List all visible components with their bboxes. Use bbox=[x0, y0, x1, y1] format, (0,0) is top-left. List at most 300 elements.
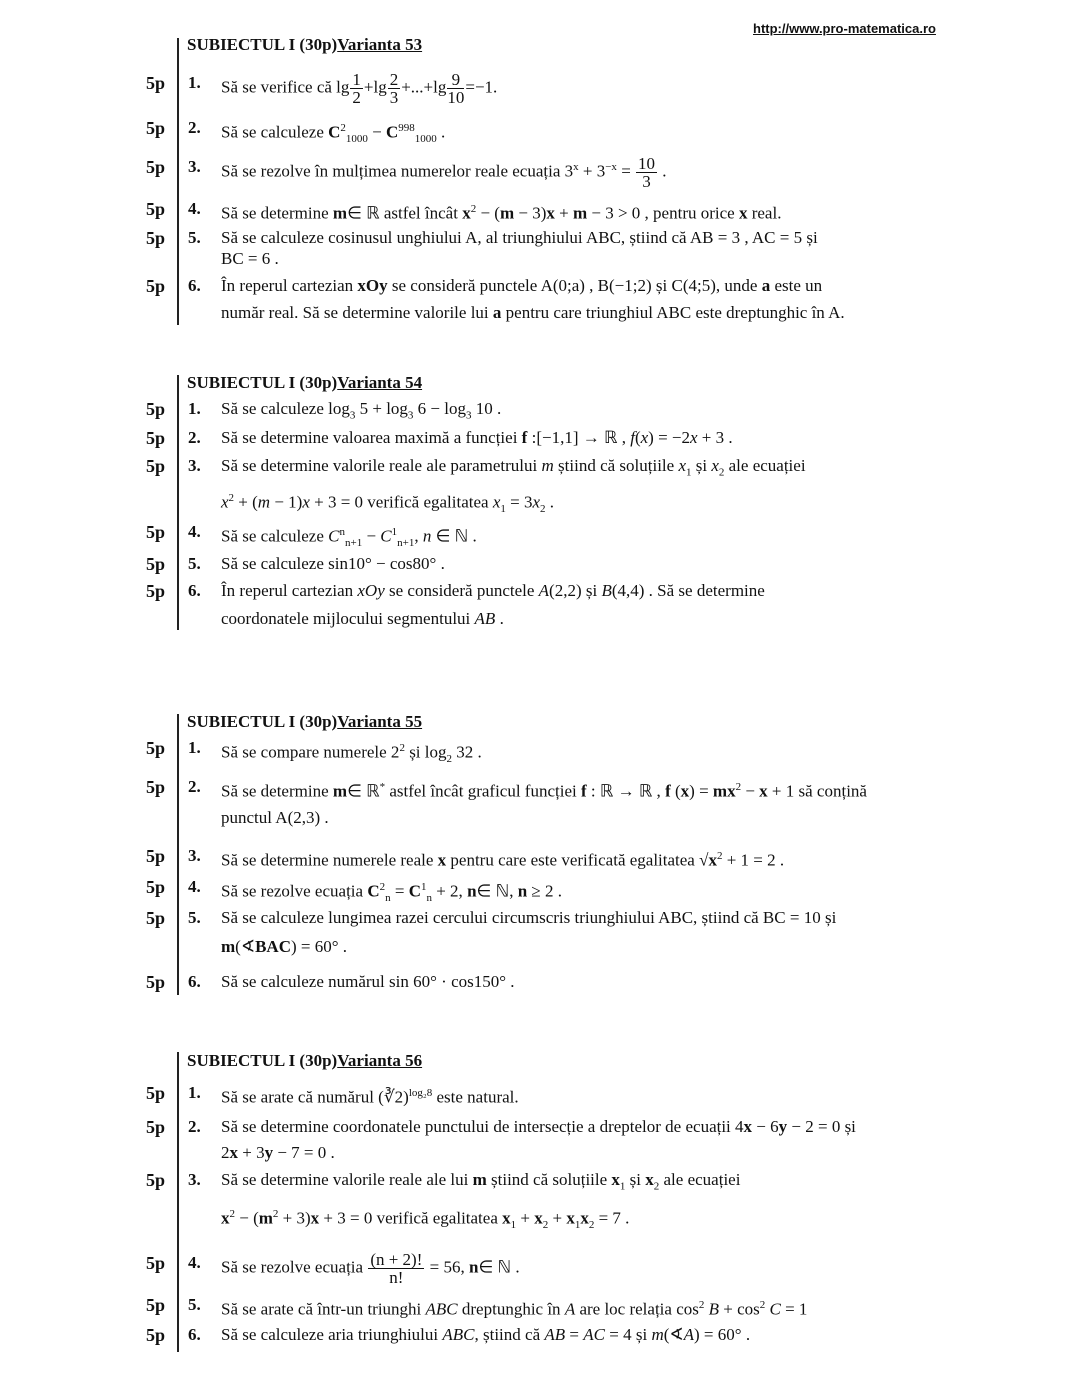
text-segment: Să se calculeze aria triunghiului bbox=[221, 1325, 443, 1344]
variant-label: Varianta 53 bbox=[337, 35, 423, 54]
text-segment: Să se verifice că lg bbox=[221, 77, 350, 97]
text-segment: . bbox=[495, 609, 504, 628]
section-title: SUBIECTUL I (30p) bbox=[187, 35, 338, 54]
bold-symbol: m bbox=[572, 203, 588, 223]
superscript: −x bbox=[605, 161, 617, 173]
bold-symbol: x bbox=[566, 1208, 575, 1228]
superscript: 2 bbox=[399, 742, 405, 754]
text-segment: Să se calculeze log bbox=[221, 399, 350, 418]
bold-symbol: n bbox=[468, 1257, 479, 1277]
text-segment: Să se determine bbox=[221, 203, 333, 223]
problem-number: 1. bbox=[188, 399, 201, 418]
section-title: SUBIECTUL I (30p) bbox=[187, 1051, 338, 1070]
bold-symbol: m bbox=[472, 1170, 487, 1189]
text-segment: − 7 = 0 . bbox=[273, 1143, 335, 1162]
italic-symbol: f bbox=[630, 428, 635, 447]
bold-symbol: f bbox=[665, 781, 671, 801]
bold-symbol: m bbox=[332, 781, 348, 801]
text-segment: + 3 = 0 verifică egalitatea bbox=[309, 492, 493, 512]
problem-text bbox=[221, 970, 515, 994]
problem-number: 4. bbox=[188, 199, 201, 218]
italic-symbol: C bbox=[769, 1299, 781, 1319]
section-title: SUBIECTUL I (30p) bbox=[187, 712, 338, 731]
italic-symbol: m bbox=[257, 492, 271, 512]
text-segment: = 3 bbox=[505, 492, 533, 512]
italic-symbol: ABC bbox=[442, 1325, 475, 1344]
text-segment: ≥ 2 . bbox=[527, 881, 563, 901]
text-segment: + 3 bbox=[578, 161, 606, 181]
section-heading bbox=[187, 1051, 422, 1071]
italic-symbol: AC bbox=[583, 1325, 605, 1344]
section-heading bbox=[187, 373, 422, 393]
text-segment: Să se determine coordonatele punctului de intersecție a dreptelor de ecuații 4 bbox=[221, 1117, 744, 1136]
problem-text bbox=[221, 1202, 629, 1237]
italic-symbol: x bbox=[640, 428, 649, 447]
text-segment: 6 − log bbox=[413, 399, 466, 418]
problem-number: 2. bbox=[188, 777, 201, 796]
text-segment: ) = −2 bbox=[648, 428, 690, 447]
italic-symbol: n bbox=[422, 526, 432, 546]
italic-symbol: x bbox=[302, 492, 310, 512]
fraction bbox=[368, 1251, 424, 1286]
fraction-denominator: 10 bbox=[447, 88, 465, 107]
text-segment: 10 . bbox=[471, 399, 502, 418]
text-segment: − bbox=[362, 526, 381, 546]
text-segment: + 3 bbox=[238, 1143, 265, 1162]
text-segment: și bbox=[691, 456, 712, 475]
italic-symbol: AB bbox=[544, 1325, 566, 1344]
text-segment: :[−1,1] → ℝ , bbox=[527, 428, 631, 447]
text-segment: − 2 = 0 și bbox=[787, 1117, 856, 1136]
fraction bbox=[636, 155, 657, 190]
variant-label: Varianta 56 bbox=[337, 1051, 423, 1070]
superscript: x bbox=[573, 161, 579, 173]
problem-text bbox=[221, 1115, 856, 1139]
text-segment: = 7 . bbox=[594, 1208, 630, 1228]
text-segment: = bbox=[616, 161, 636, 181]
subscript: 2 bbox=[446, 753, 452, 766]
bold-symbol: x bbox=[221, 1208, 230, 1228]
bold-symbol: xOy bbox=[357, 276, 388, 295]
text-segment: și log bbox=[404, 742, 447, 762]
italic-symbol: AB bbox=[474, 609, 496, 628]
italic-symbol: x bbox=[711, 456, 719, 475]
points-label: 5p bbox=[146, 118, 166, 138]
text-segment: ( bbox=[670, 781, 681, 801]
text-segment: pentru care triunghiul ABC este dreptunghic în A. bbox=[501, 303, 845, 322]
text-segment: este un bbox=[770, 276, 823, 295]
points-label: 5p bbox=[146, 399, 166, 419]
text-segment: + 1 să conțină bbox=[767, 781, 867, 801]
text-segment: Să se determine valoarea maximă a funcției bbox=[221, 428, 522, 447]
text-segment: ∈ ℕ . bbox=[431, 526, 477, 546]
section-divider-line bbox=[177, 375, 179, 630]
fraction-denominator: 2 bbox=[352, 88, 361, 107]
text-segment: ) = bbox=[689, 781, 713, 801]
points-label: 5p bbox=[146, 456, 166, 476]
bold-symbol: m bbox=[499, 203, 515, 223]
text-segment: + bbox=[548, 1208, 567, 1228]
problem-text bbox=[221, 454, 806, 484]
text-segment: În reperul cartezian bbox=[221, 581, 358, 600]
bold-symbol: x bbox=[580, 1208, 589, 1228]
fraction bbox=[447, 71, 464, 106]
points-label: 5p bbox=[146, 157, 166, 177]
bold-symbol: C bbox=[367, 881, 380, 901]
bold-symbol: x bbox=[738, 203, 748, 223]
text-segment: + 3 . bbox=[697, 428, 733, 447]
text-segment: Să se calculeze numărul sin 60° · cos150° . bbox=[221, 972, 515, 991]
problem-text bbox=[221, 1168, 740, 1198]
text-segment: ∈ ℝ astfel încât bbox=[347, 203, 463, 223]
text-segment: ∈ ℕ . bbox=[478, 1257, 520, 1277]
text-segment: . bbox=[545, 492, 555, 512]
bold-symbol: C bbox=[408, 881, 421, 901]
text-segment: știind că soluțiile bbox=[553, 456, 679, 475]
text-segment: = 1 bbox=[780, 1299, 808, 1319]
bold-symbol: a bbox=[761, 276, 771, 295]
problem-text bbox=[221, 844, 784, 873]
superscript: 998 bbox=[398, 122, 415, 134]
text-segment: BC = 6 . bbox=[221, 249, 279, 268]
problem-number: 5. bbox=[188, 908, 201, 927]
superscript: 2 bbox=[379, 881, 386, 893]
bold-symbol: f bbox=[521, 428, 528, 447]
subscript: 1000 bbox=[414, 133, 437, 146]
points-label: 5p bbox=[146, 1325, 166, 1345]
points-label: 5p bbox=[146, 1253, 166, 1273]
text-segment: pentru care este verificată egalitatea √ bbox=[446, 850, 709, 870]
italic-symbol: m bbox=[541, 456, 554, 475]
problem-number: 6. bbox=[188, 1325, 201, 1344]
problem-number: 1. bbox=[188, 73, 201, 92]
text-segment: ( bbox=[634, 428, 641, 447]
fraction-denominator: n! bbox=[389, 1268, 404, 1287]
problem-number: 1. bbox=[188, 1083, 201, 1102]
section-title: SUBIECTUL I (30p) bbox=[187, 373, 338, 392]
subscript: 3 bbox=[465, 409, 472, 422]
text-segment: 32 . bbox=[452, 742, 482, 762]
bold-symbol: x bbox=[437, 850, 447, 870]
text-segment: ) = 60° . bbox=[694, 1325, 751, 1344]
text-segment: , bbox=[414, 526, 423, 546]
problem-text bbox=[221, 806, 329, 830]
text-segment: ) = 60° . bbox=[290, 937, 348, 956]
problem-number: 2. bbox=[188, 1117, 201, 1136]
superscript: 2 bbox=[735, 781, 742, 793]
bold-symbol: x bbox=[546, 203, 555, 223]
subscript: 2 bbox=[540, 503, 546, 516]
bold-symbol: m bbox=[332, 203, 348, 223]
bold-symbol: x bbox=[310, 1208, 320, 1228]
italic-symbol: x bbox=[492, 492, 501, 512]
text-segment: Să se calculeze bbox=[221, 122, 329, 142]
text-segment: +...+lg bbox=[401, 77, 447, 97]
problem-number: 5. bbox=[188, 1295, 201, 1314]
text-segment: (4,4) . Să se determine bbox=[611, 581, 765, 600]
subscript: n+1 bbox=[397, 537, 415, 550]
bold-symbol: x bbox=[645, 1170, 654, 1189]
subscript: 1 bbox=[500, 503, 506, 516]
bold-symbol: n bbox=[467, 881, 477, 901]
fraction-denominator: 3 bbox=[642, 172, 651, 192]
subscript: n+1 bbox=[344, 537, 363, 550]
text-segment: punctul A(2,3) . bbox=[221, 808, 329, 827]
subscript: 2 bbox=[718, 466, 725, 479]
bold-symbol: x bbox=[611, 1170, 620, 1189]
problem-text bbox=[221, 1323, 750, 1347]
text-segment: Să se determine numerele reale bbox=[221, 850, 438, 870]
problem-number: 2. bbox=[188, 118, 201, 137]
text-segment: − ( bbox=[476, 203, 500, 223]
problem-number: 6. bbox=[188, 276, 201, 295]
text-segment: Să se calculeze sin10° − cos80° . bbox=[221, 554, 445, 573]
problem-number: 6. bbox=[188, 581, 201, 600]
text-segment: + bbox=[516, 1208, 535, 1228]
bold-symbol: mx bbox=[712, 781, 736, 801]
problem-number: 1. bbox=[188, 738, 201, 757]
text-segment: se consideră punctele A(0;a) , B(−1;2) și C(4;5), unde bbox=[387, 276, 762, 295]
points-label: 5p bbox=[146, 908, 166, 928]
fraction bbox=[350, 71, 363, 106]
bold-symbol: x bbox=[759, 781, 768, 801]
text-segment: − 1) bbox=[270, 492, 303, 512]
problem-text bbox=[221, 486, 554, 521]
superscript: 2 bbox=[272, 1208, 279, 1220]
points-label: 5p bbox=[146, 199, 166, 219]
text-segment: = bbox=[390, 881, 409, 901]
problem-number: 3. bbox=[188, 846, 201, 865]
section-heading bbox=[187, 35, 422, 55]
text-segment: + 3) bbox=[278, 1208, 311, 1228]
problem-text bbox=[221, 552, 445, 576]
fraction-denominator: 3 bbox=[389, 88, 399, 107]
subscript: 1 bbox=[574, 1219, 581, 1232]
text-segment: Să se calculeze bbox=[221, 526, 329, 546]
problem-text bbox=[221, 1081, 519, 1110]
bold-symbol: n bbox=[517, 881, 528, 901]
text-segment: ∈ ℝ bbox=[347, 781, 380, 801]
points-label: 5p bbox=[146, 1083, 166, 1103]
text-segment: Să se determine valorile reale ale parametrului bbox=[221, 456, 542, 475]
superscript: 2 bbox=[470, 203, 477, 215]
problem-text bbox=[221, 579, 765, 603]
fraction-numerator: 2 bbox=[389, 70, 399, 89]
text-segment: Să se calculeze lungimea razei cercului circumscris triunghiului ABC, știind că BC = 10 și bbox=[221, 908, 837, 927]
problem-number: 3. bbox=[188, 1170, 201, 1189]
fraction-numerator: 1 bbox=[352, 70, 361, 89]
text-segment: știind că soluțiile bbox=[486, 1170, 612, 1189]
text-segment: Să se calculeze cosinusul unghiului A, al triunghiului ABC, știind că AB = 3 , AC = 5 și bbox=[221, 228, 818, 247]
text-segment: + ( bbox=[234, 492, 258, 512]
problem-number: 5. bbox=[188, 228, 201, 247]
bold-symbol: a bbox=[492, 303, 502, 322]
text-segment: ale ecuației bbox=[659, 1170, 741, 1189]
problem-text bbox=[221, 607, 504, 631]
points-label: 5p bbox=[146, 554, 166, 574]
fraction-numerator: 10 bbox=[638, 154, 656, 174]
bold-symbol: x bbox=[708, 850, 717, 870]
bold-symbol: x bbox=[534, 1208, 543, 1228]
problem-text bbox=[221, 736, 482, 771]
subscript: n bbox=[426, 892, 432, 905]
bold-symbol: y bbox=[264, 1143, 274, 1162]
problem-text bbox=[221, 247, 279, 271]
subscript: n bbox=[385, 892, 391, 905]
superscript: n bbox=[339, 526, 345, 538]
problem-text bbox=[221, 906, 836, 930]
subscript: 3 bbox=[407, 409, 414, 422]
text-segment: are loc relația cos bbox=[575, 1299, 699, 1319]
problem-text bbox=[221, 1293, 807, 1322]
fraction-numerator: 9 bbox=[447, 71, 464, 89]
text-segment: Să se determine valorile reale ale lui bbox=[221, 1170, 473, 1189]
problem-number: 5. bbox=[188, 554, 201, 573]
problem-text bbox=[221, 397, 501, 427]
section-divider-line bbox=[177, 1052, 179, 1352]
problem-number: 4. bbox=[188, 1253, 201, 1272]
text-segment: real. bbox=[747, 203, 782, 223]
problem-text bbox=[221, 935, 347, 959]
superscript: 1 bbox=[420, 881, 427, 893]
text-segment: Să se rezolve în mulțimea numerelor reale ecuația 3 bbox=[221, 161, 574, 181]
text-segment: Să se rezolve ecuația bbox=[221, 881, 368, 901]
italic-symbol: A bbox=[683, 1325, 695, 1344]
text-segment: : ℝ → ℝ , bbox=[586, 781, 666, 801]
variant-label: Varianta 55 bbox=[337, 712, 423, 731]
points-label: 5p bbox=[146, 972, 166, 992]
variant-label: Varianta 54 bbox=[337, 373, 423, 392]
text-segment: 5 + log bbox=[355, 399, 408, 418]
text-segment: Să se rezolve ecuația bbox=[221, 1257, 368, 1277]
problem-number: 4. bbox=[188, 522, 201, 541]
superscript: 1 bbox=[391, 526, 398, 538]
points-label: 5p bbox=[146, 228, 166, 248]
problem-text bbox=[221, 426, 733, 450]
points-label: 5p bbox=[146, 581, 166, 601]
superscript: 2 bbox=[759, 1299, 766, 1311]
text-segment: − bbox=[741, 781, 760, 801]
text-segment: dreptunghic în bbox=[457, 1299, 565, 1319]
problem-text bbox=[221, 775, 867, 804]
problem-number: 4. bbox=[188, 877, 201, 896]
bold-symbol: C bbox=[328, 122, 341, 142]
text-segment: . bbox=[658, 161, 667, 181]
subscript: 3 bbox=[349, 409, 356, 422]
problem-text bbox=[221, 71, 497, 106]
points-label: 5p bbox=[146, 877, 166, 897]
text-segment: Să se determine bbox=[221, 781, 333, 801]
problem-text bbox=[221, 197, 781, 226]
italic-symbol: C bbox=[328, 526, 340, 546]
text-segment: . bbox=[436, 122, 446, 142]
text-segment: Să se arate că într-un triunghi bbox=[221, 1299, 426, 1319]
subscript: 1 bbox=[619, 1180, 626, 1193]
text-segment: − 6 bbox=[752, 1117, 779, 1136]
problem-text bbox=[221, 226, 818, 250]
subscript: 2 bbox=[588, 1219, 595, 1232]
problem-number: 3. bbox=[188, 456, 201, 475]
bold-symbol: x bbox=[502, 1208, 511, 1228]
text-segment: Să se arate că numărul (∛2) bbox=[221, 1087, 409, 1107]
italic-symbol: x bbox=[690, 428, 698, 447]
section-divider-line bbox=[177, 38, 179, 325]
text-segment: − bbox=[367, 122, 387, 142]
problem-number: 3. bbox=[188, 157, 201, 176]
text-segment: , știind că bbox=[474, 1325, 545, 1344]
problem-text bbox=[221, 301, 845, 325]
text-segment: număr real. Să se determine valorile lui bbox=[221, 303, 493, 322]
text-segment: +lg bbox=[363, 77, 387, 97]
text-segment: + 3 = 0 verifică egalitatea bbox=[319, 1208, 503, 1228]
subscript: 2 bbox=[653, 1180, 660, 1193]
italic-symbol: B bbox=[601, 581, 612, 600]
bold-symbol: x bbox=[229, 1143, 238, 1162]
points-label: 5p bbox=[146, 1170, 166, 1190]
bold-symbol: x bbox=[680, 781, 690, 801]
superscript: * bbox=[379, 781, 386, 793]
italic-symbol: m bbox=[651, 1325, 664, 1344]
superscript: 2 bbox=[340, 122, 346, 134]
text-segment: se consideră punctele bbox=[384, 581, 539, 600]
site-url-link[interactable]: http://www.pro-matematica.ro bbox=[753, 21, 936, 36]
problem-number: 6. bbox=[188, 972, 201, 991]
text-segment: + bbox=[554, 203, 573, 223]
italic-symbol: A bbox=[564, 1299, 576, 1319]
points-label: 5p bbox=[146, 846, 166, 866]
problem-text bbox=[221, 116, 445, 151]
section-heading bbox=[187, 712, 422, 732]
italic-symbol: A bbox=[538, 581, 550, 600]
problem-text bbox=[221, 155, 667, 190]
fraction bbox=[388, 71, 401, 106]
superscript: log₂8 bbox=[408, 1087, 433, 1099]
text-segment: − 3 > 0 , pentru orice bbox=[587, 203, 739, 223]
text-segment: este natural. bbox=[432, 1087, 519, 1107]
text-segment: Să se compare numerele 2 bbox=[221, 742, 400, 762]
text-segment: ∈ ℕ, bbox=[476, 881, 518, 901]
text-segment: + 1 = 2 . bbox=[722, 850, 785, 870]
problem-text bbox=[221, 1141, 335, 1165]
points-label: 5p bbox=[146, 428, 166, 448]
text-segment: coordonatele mijlocului segmentului bbox=[221, 609, 475, 628]
subscript: 1000 bbox=[345, 133, 368, 146]
points-label: 5p bbox=[146, 777, 166, 797]
text-segment: (∢ bbox=[235, 937, 256, 956]
italic-symbol: x bbox=[678, 456, 686, 475]
problem-text bbox=[221, 520, 477, 555]
bold-symbol: m bbox=[221, 937, 236, 956]
text-segment: (2,2) și bbox=[549, 581, 602, 600]
points-label: 5p bbox=[146, 276, 166, 296]
text-segment: + 2, bbox=[431, 881, 468, 901]
bold-symbol: y bbox=[778, 1117, 788, 1136]
text-segment: + cos bbox=[719, 1299, 760, 1319]
problem-text bbox=[221, 875, 562, 910]
points-label: 5p bbox=[146, 738, 166, 758]
bold-symbol: BAC bbox=[255, 937, 291, 956]
bold-symbol: x bbox=[462, 203, 471, 223]
text-segment: − 3) bbox=[514, 203, 547, 223]
points-label: 5p bbox=[146, 522, 166, 542]
bold-symbol: f bbox=[580, 781, 587, 801]
points-label: 5p bbox=[146, 73, 166, 93]
text-segment: ale ecuației bbox=[724, 456, 806, 475]
italic-symbol: B bbox=[708, 1299, 719, 1319]
italic-symbol: x bbox=[532, 492, 541, 512]
subscript: 1 bbox=[685, 466, 692, 479]
section-divider-line bbox=[177, 714, 179, 995]
